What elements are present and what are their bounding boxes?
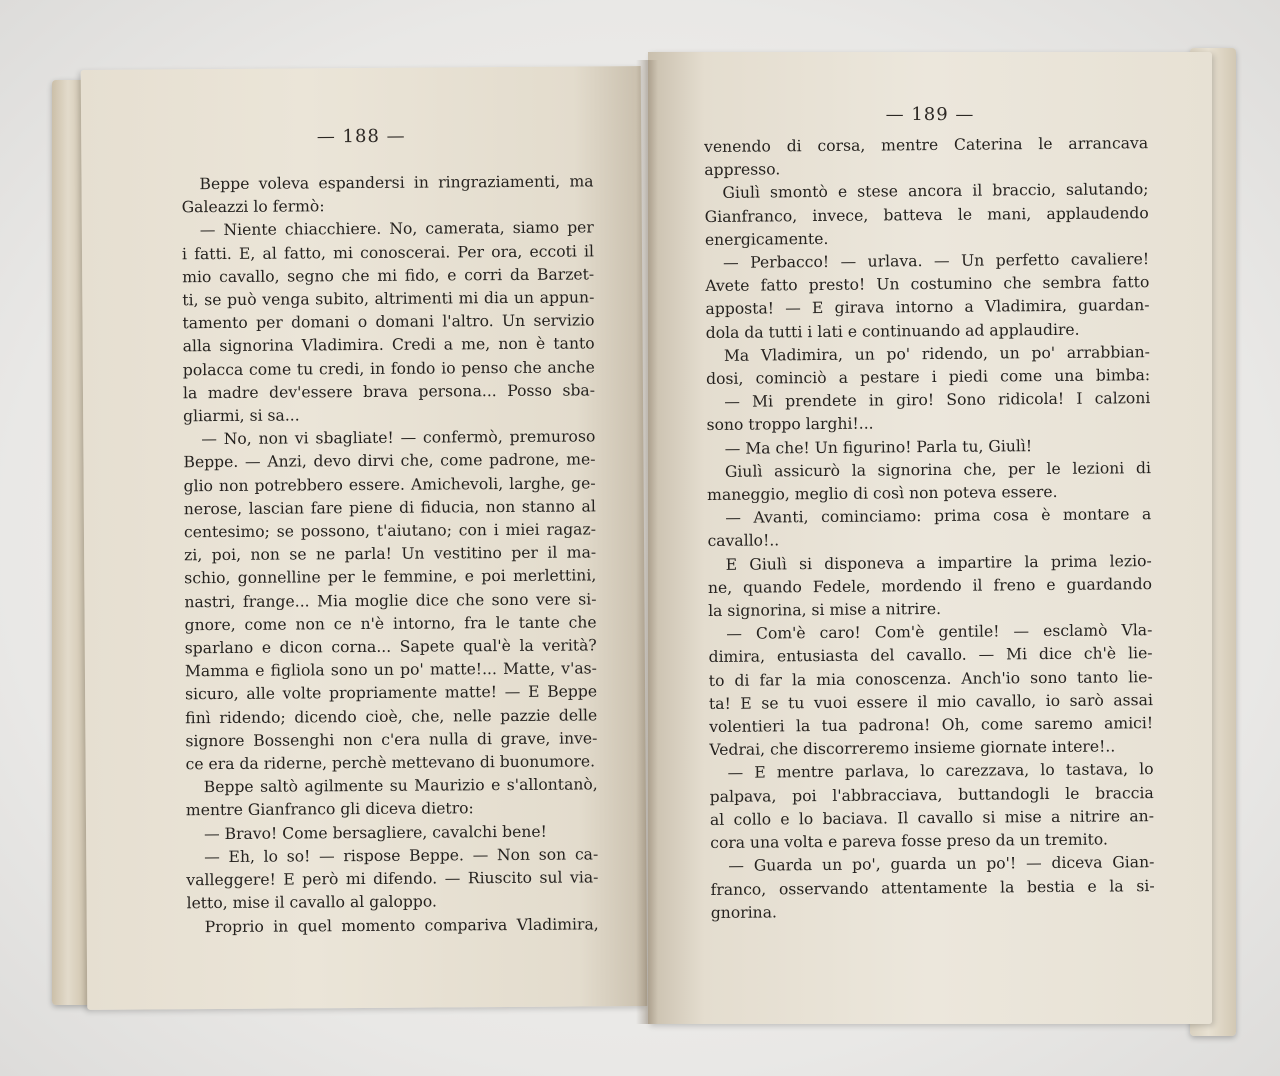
- text-line: Beppe. — Anzi, devo dirvi che, come padrone, me-: [183, 450, 596, 472]
- text-line: ta! E se tu vuoi essere il mio cavallo, io sarò assai: [708, 690, 1154, 713]
- text-line: sicuro, alle volte propriamente matte! — E Beppe: [185, 682, 598, 704]
- page-text: [181, 170, 598, 939]
- text-line: — No, non vi sbagliate! — confermò, premuroso: [201, 427, 596, 449]
- text-line: zi, poi, non se ne parla! Un vestitino per il ma-: [184, 543, 597, 565]
- text-line: Vedrai, che discorreremo insieme giornate intere!..: [709, 737, 1116, 760]
- text-line: tamento per domani o domani l'altro. Un servizio: [182, 311, 595, 333]
- text-line: centesimo; se possono, t'aiutano; con i miei ragaz-: [183, 520, 597, 542]
- text-line: E Giulì si disponeva a impartire la prima lezio-: [725, 551, 1152, 574]
- text-line: finì ridendo; dicendo cioè, che, nelle pazzie delle: [185, 706, 598, 727]
- text-line: Gianfranco, invece, batteva le mani, applaudendo: [704, 203, 1149, 226]
- text-line: Galeazzi lo fermò:: [181, 197, 325, 217]
- text-line: — E mentre parlava, lo carezzava, lo tastava, lo: [727, 760, 1154, 783]
- text-line: Giulì smontò e stese ancora il braccio, salutando;: [722, 180, 1149, 203]
- text-line: Avete fatto presto! Un costumino che sembra fatto: [705, 273, 1150, 296]
- text-line: nerose, lascian fare piene di fiducia, non stanno al: [183, 497, 596, 519]
- text-line: alla signorina Vladimira. Credi a me, non è tanto: [182, 334, 595, 356]
- text-line: dosi, cominciò a pestare i piedi come una bimba:: [706, 366, 1151, 389]
- text-line: glio non potrebbero essere. Amichevoli, larghe, ge-: [183, 474, 596, 495]
- text-line: ti, se può venga subito, altrimenti mi dia un appun-: [182, 288, 595, 310]
- text-line: energicamente.: [704, 229, 829, 249]
- text-line: — Avanti, cominciamo: prima cosa è montare a: [725, 505, 1152, 528]
- text-line: mentre Gianfranco gli diceva dietro:: [185, 799, 474, 820]
- text-line: gnore, come non ce n'è intorno, fra le tante che: [184, 613, 597, 635]
- text-line: — Niente chiacchiere. No, camerata, siamo per: [199, 218, 594, 240]
- text-line: ne, quando Fedele, mordendo il freno e guardando: [707, 574, 1153, 597]
- text-line: sparlano e dicon corna... Sapete qual'è la verità?: [184, 636, 597, 658]
- text-line: polacca come tu credi, in fondo io penso che anche: [182, 358, 595, 379]
- text-line: valleggere! E però mi difendo. — Riuscito sul via-: [186, 868, 599, 890]
- text-line: franco, osservando attentamente la bestia e la si-: [710, 876, 1155, 899]
- text-line: nastri, frange... Mia moglie dice che sono vere si-: [184, 590, 597, 611]
- text-line: — Perbacco! — urlava. — Un perfetto cavaliere!: [723, 250, 1150, 272]
- page-number: — 189 —: [885, 104, 975, 125]
- text-line: cora una volta e pareva fosse preso da un tremito.: [710, 830, 1109, 853]
- book-gutter: [636, 60, 658, 1024]
- text-line: maneggio, meglio di così non poteva essere.: [707, 482, 1058, 505]
- text-line: — Mi prendete in giro! Sono ridicola! I calzoni: [724, 389, 1151, 412]
- page-text: [704, 132, 1155, 925]
- text-line: appresso.: [704, 160, 781, 180]
- text-line: Mamma e figliola sono un po' matte!... Matte, v'as-: [184, 659, 597, 681]
- text-line: dola da tutti i lati e continuando ad applaudire.: [705, 320, 1080, 342]
- text-line: la signorina, si mise a nitrire.: [708, 600, 942, 621]
- text-line: gliarmi, si sa...: [183, 406, 300, 426]
- text-line: — Eh, lo so! — rispose Beppe. — Non son ca-: [204, 845, 599, 867]
- text-line: al collo e lo baciava. Il cavallo si mise a nitrire an-: [709, 806, 1155, 829]
- text-line: dimira, entusiasta del cavallo. — Mi dice ch'è lie-: [708, 644, 1153, 667]
- text-line: gnorina.: [710, 903, 778, 922]
- text-line: palpava, poi l'abbracciava, buttandogli le braccia: [709, 783, 1154, 806]
- text-line: Ma Vladimira, un po' ridendo, un po' arrabbian-: [723, 342, 1150, 365]
- text-line: — Guarda un po', guarda un po'! — diceva Gian-: [728, 853, 1155, 876]
- text-line: Beppe saltò agilmente su Maurizio e s'allontanò,: [203, 775, 598, 797]
- text-line: venendo di corsa, mentre Caterina le arrancava: [704, 134, 1149, 156]
- text-line: la madre dev'essere brava persona... Posso sba-: [182, 381, 596, 403]
- text-line: signore Bossenghi non c'era nulla di grave, inve-: [185, 729, 598, 751]
- text-line: ce era da riderne, perchè mettevano di buonumore.: [185, 752, 596, 774]
- text-line: mio cavallo, segno che mi fido, e corri da Barzet-: [182, 265, 595, 287]
- text-line: sono troppo larghi!...: [706, 414, 874, 435]
- text-line: Giulì assicurò la signorina che, per le lezioni di: [724, 458, 1151, 481]
- text-line: — Bravo! Come bersagliere, cavalchi bene!: [203, 822, 547, 843]
- text-line: apposta! — E girava intorno a Vladimira, guardan-: [705, 296, 1150, 319]
- text-line: schio, gonnelline per le femmine, e poi merlettini,: [184, 566, 597, 588]
- page-number: — 188 —: [316, 125, 406, 148]
- text-line: — Com'è caro! Com'è gentile! — esclamò Vla-: [726, 621, 1153, 644]
- left-page: [81, 66, 648, 1010]
- right-page: [648, 52, 1212, 1024]
- text-line: volentieri la tua padrona! Oh, come saremo amici!: [709, 714, 1154, 737]
- text-line: cavallo!..: [707, 531, 780, 551]
- text-line: to di far la mia conoscenza. Anch'io sono tanto lie-: [708, 667, 1153, 690]
- text-line: Beppe voleva espandersi in ringraziamenti, ma: [199, 172, 594, 194]
- text-line: Proprio in quel momento compariva Vladimira,: [204, 914, 599, 936]
- text-line: — Ma che! Un figurino! Parla tu, Giulì!: [724, 436, 1033, 458]
- text-line: i fatti. E, al fatto, mi conoscerai. Per ora, eccoti il: [181, 241, 595, 263]
- text-line: letto, mise il cavallo al galoppo.: [186, 892, 437, 913]
